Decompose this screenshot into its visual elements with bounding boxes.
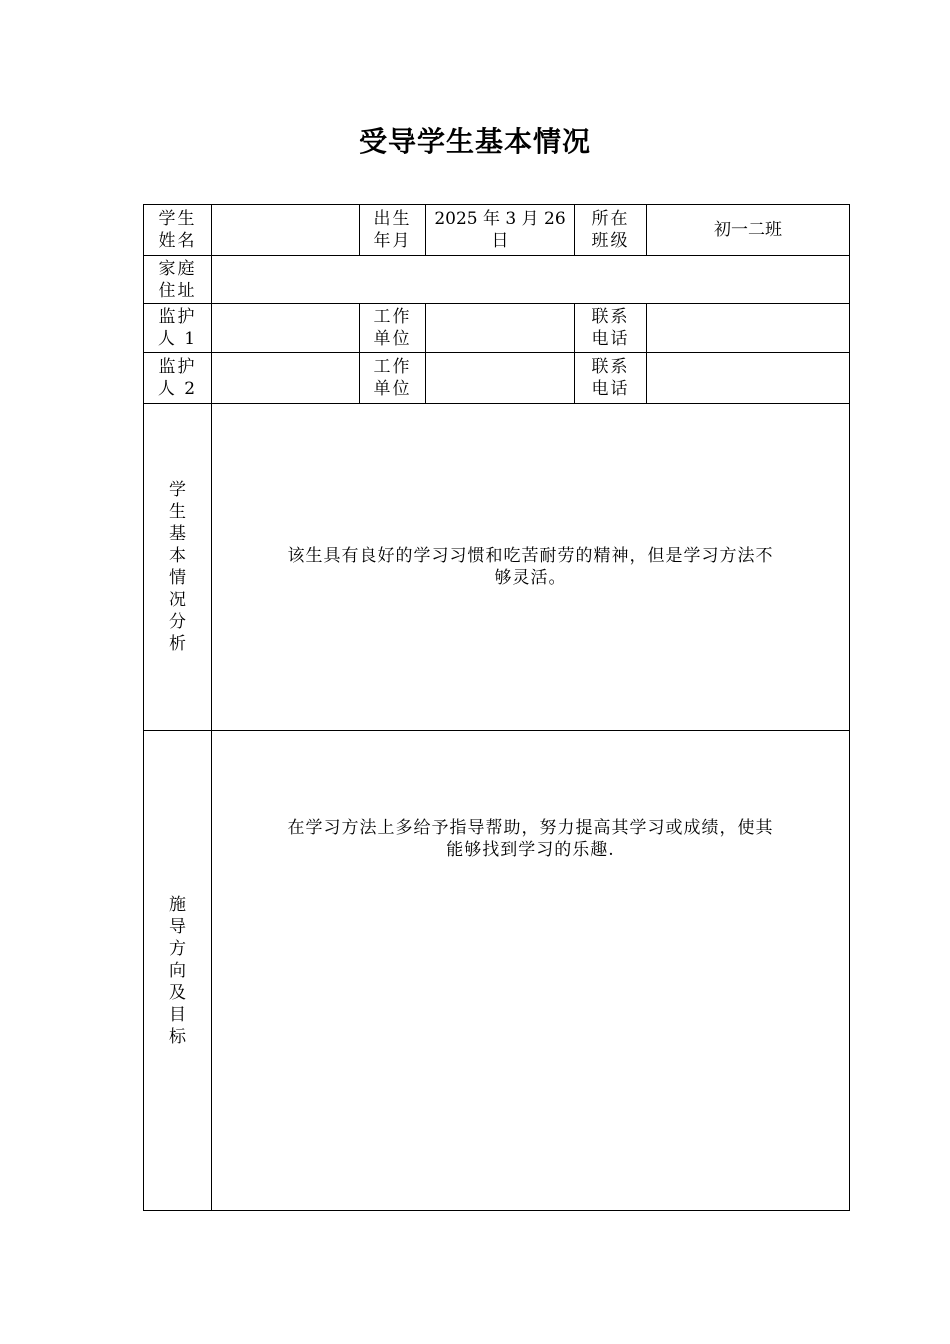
class-field[interactable]: 初一二班 (647, 205, 850, 256)
birth-field[interactable]: 2025 年 3 月 26 日 (426, 205, 575, 256)
guardian1-field[interactable] (212, 304, 360, 353)
phone2-field[interactable] (647, 353, 850, 404)
phone1-field[interactable] (647, 304, 850, 353)
birth-label: 出生 年月 (360, 205, 426, 256)
work2-field[interactable] (426, 353, 575, 404)
guardian2-label: 监护 人 2 (144, 353, 212, 404)
address-field[interactable] (212, 256, 850, 304)
analysis-text[interactable]: 该生具有良好的学习习惯和吃苦耐劳的精神，但是学习方法不 够灵活。 (212, 404, 850, 731)
table-row (144, 404, 850, 731)
address-label: 家庭 住址 (144, 256, 212, 304)
table-row (144, 353, 850, 404)
guardian1-label: 监护 人 1 (144, 304, 212, 353)
table-row (144, 731, 850, 1211)
phone1-label: 联系 电话 (575, 304, 647, 353)
table-row (144, 304, 850, 353)
student-name-label: 学生 姓名 (144, 205, 212, 256)
table-row (144, 205, 850, 256)
phone2-label: 联系 电话 (575, 353, 647, 404)
page-title: 受导学生基本情况 (358, 125, 591, 158)
work1-label: 工作 单位 (360, 304, 426, 353)
guardian2-field[interactable] (212, 353, 360, 404)
class-label: 所在 班级 (575, 205, 647, 256)
guidance-text[interactable]: 在学习方法上多给予指导帮助，努力提高其学习或成绩，使其 能够找到学习的乐趣. (212, 731, 850, 1211)
work2-label: 工作 单位 (360, 353, 426, 404)
work1-field[interactable] (426, 304, 575, 353)
analysis-label: 学 生 基 本 情 况 分 析 (144, 404, 212, 731)
table-row (144, 256, 850, 304)
guidance-label: 施 导 方 向 及 目 标 (144, 731, 212, 1211)
student-info-table (143, 204, 850, 1211)
student-name-field[interactable] (212, 205, 360, 256)
